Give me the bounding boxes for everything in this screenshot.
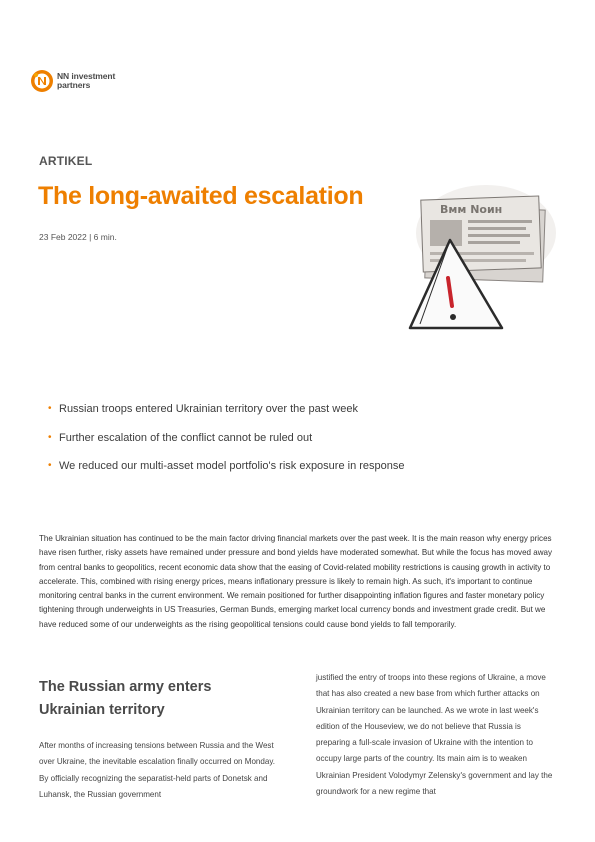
section-text-left: After months of increasing tensions between Russia and the West over Ukraine, the inevitable escalation finally occurred on Monday. By officially recognizing the separatist-held parts of Donetsk and Luhansk, the Russian government <box>39 741 276 799</box>
key-point-text: Russian troops entered Ukrainian territory over the past week <box>59 403 358 415</box>
key-points-list <box>48 403 405 489</box>
article-meta: 23 Feb 2022 | 6 min. <box>39 232 117 242</box>
section-text-right: justified the entry of troops into these regions of Ukraine, a move that has also created a new base from which further attacks on Ukrainian territory can be launched. As we wrote in last week's edition of the Houseview, we do not believe that Russia is preparing a full-scale invasion of Ukraine with the intention to occupy large parts of the country. Its main aim is to weaken Ukrainian President Volodymyr Zelensky's government and lay the groundwork for a new regime that <box>316 673 553 797</box>
bullet-icon: • <box>48 403 52 414</box>
key-point-text: Further escalation of the conflict cannot be ruled out <box>59 431 313 444</box>
nn-lion-logo-icon <box>30 69 54 93</box>
bullet-icon: • <box>48 431 52 443</box>
column-left <box>39 676 279 803</box>
brand-name-line2: partners <box>57 80 91 90</box>
article-kicker: ARTIKEL <box>39 154 93 168</box>
key-point <box>48 403 405 432</box>
page-title: The long-awaited escalation <box>38 182 364 210</box>
hero-illustration <box>408 178 558 348</box>
key-point <box>48 432 405 461</box>
intro-paragraph: The Ukrainian situation has continued to be the main factor driving financial markets over the past week. It is the main reason why energy prices have risen further, risky assets have remained under pressure and bond yields have moderated somewhat. But while the focus has moved away from central banks to geopolitics, recent economic data show that the easing of Covid-related mobility restrictions is causing growth in activity to accelerate. This, combined with rising energy prices, means inflationary pressure is likely to remain high. As such, it's important to continue monitoring central banks in the current environment. We remain positioned for further disappointing inflation figures and faster monetary policy tightening through underweights in US Treasuries, German Bunds, emerging market local currency bonds and investment grade credit. But we have reduced some of our underweights as the rising geopolitical tensions could cause bond yields to fall temporarily. <box>39 534 553 629</box>
brand-name-line1: NN investment <box>57 71 116 81</box>
svg-text:Вмм Nоин: Вмм Nоин <box>440 203 503 216</box>
column-right <box>316 670 556 800</box>
brand-logo[interactable] <box>30 69 115 93</box>
brand-name <box>57 72 115 90</box>
key-point-text: We reduced our multi-asset model portfolio's risk exposure in response <box>59 460 405 472</box>
key-point <box>48 460 405 489</box>
bullet-icon: • <box>48 460 52 471</box>
section-heading: The Russian army enters Ukrainian territory <box>39 679 212 718</box>
